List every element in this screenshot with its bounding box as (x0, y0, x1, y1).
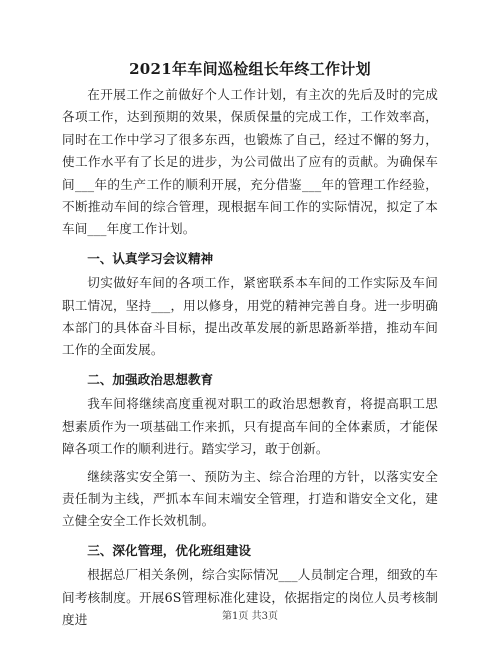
section-2-paragraph-2: 继续落实安全第一、预防为主、综合治理的方针，以落实安全责任制为主线，严抓本车间末端安全管理，打造和谐安全文化，建立健全安全工作长效机制。 (62, 468, 438, 529)
section-heading-1: 一、认真学习会议精神 (87, 250, 214, 266)
section-heading-3: 三、深化管理，优化班组建设 (87, 542, 251, 558)
section-1-paragraph-1: 切实做好车间的各项工作，紧密联系本车间的工作实际及车间职工情况，坚持___，用以修身，用党的精神完善自身。进一步明确本部门的具体奋斗目标，提出改革发展的新思路新举措，推动车间工作的全面发展。 (62, 275, 438, 358)
section-3-paragraph-1: 根据总厂相关条例，综合实际情况___人员制定合理，细致的车间考核制度。开展6S管理标准化建设，依据指定的岗位人员考核制度进 (62, 567, 438, 627)
document-body (62, 84, 438, 631)
document-title: 2021年车间巡检组长年终工作计划 (129, 60, 371, 78)
page-footer: 第1页 共3页 (222, 611, 278, 622)
section-2-paragraph-1: 我车间将继续高度重视对职工的政治思想教育，将提高职工思想素质作为一项基础工作来抓，只有提高车间的全体素质，才能保障各项工作的顺利进行。踏实学习，敢于创新。 (62, 396, 438, 457)
section-heading-2: 二、加强政治思想教育 (87, 371, 214, 387)
intro-paragraph: 在开展工作之前做好个人工作计划，有主次的先后及时的完成各项工作，达到预期的效果，保质保量的完成工作，工作效率高，同时在工作中学习了很多东西，也锻炼了自己，经过不懈的努力，使工作水平有了长足的进步，为公司做出了应有的贡献。为确保车间___年的生产工作的顺利开展，充分借鉴___年的管理工作经验，不断推动车间的综合管理，现根据车间工作的实际情况，拟定了本车间___年度工作计划。 (62, 87, 438, 237)
